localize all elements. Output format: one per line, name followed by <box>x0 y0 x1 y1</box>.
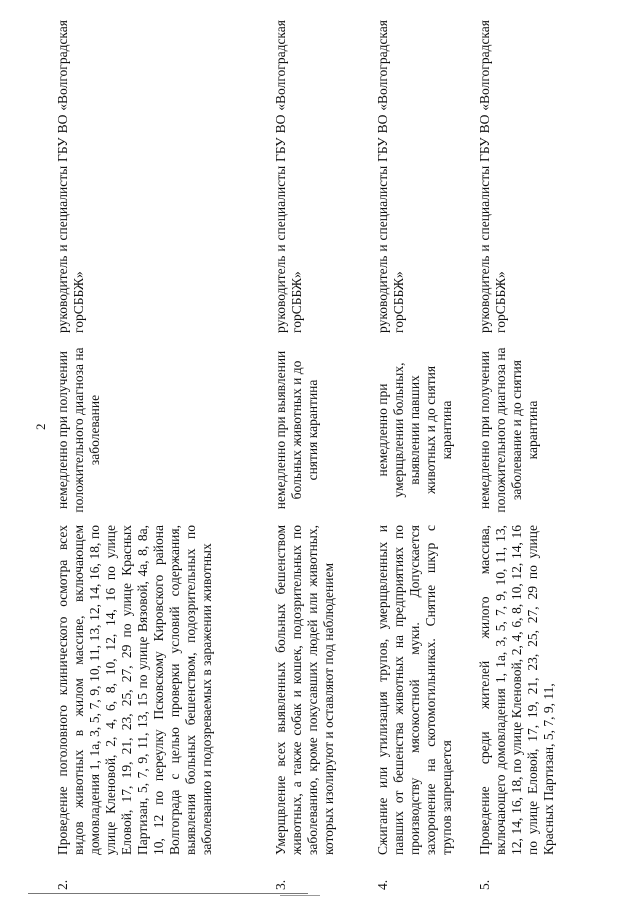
measure-description: Умерщвление всех выявленных больных бешенством животных, а также собак и кошек, подозрительных по заболеванию, кроме покусавших людей или животных, которых изолируют и оставляют под наблюдением <box>273 525 336 855</box>
table-row <box>273 20 337 900</box>
table-row <box>375 20 455 900</box>
measure-deadline: немедленно при получении положительного диагноза на заболевание и до снятия карантина <box>477 347 540 513</box>
measure-description: Сжигание или утилизация трупов, умерщвленных и павших от бешенства животных на предприятиях по производству мясокостной муки. Допускается захоронение на скотомогильниках. Снятие шкур с трупов запрещается <box>375 525 454 855</box>
measure-deadline: немедленно при умерщвлении больных, выявлении павших животных и до снятия карантина <box>375 362 454 498</box>
measures-table <box>55 20 640 900</box>
table-row <box>477 20 557 900</box>
table-row <box>55 20 215 900</box>
measure-deadline: немедленно при получении положительного диагноза на заболевание <box>55 347 102 513</box>
measure-responsible: руководитель и специалисты ГБУ ВО «Волгоградская горСББЖ» <box>273 20 304 333</box>
row-number: 4. <box>375 879 390 890</box>
page-number: 2 <box>33 423 48 430</box>
measure-responsible: руководитель и специалисты ГБУ ВО «Волгоградская горСББЖ» <box>55 20 86 333</box>
row-number: 2. <box>55 879 70 890</box>
row-number: 3. <box>273 879 288 890</box>
page-edge-line <box>280 895 320 896</box>
measure-responsible: руководитель и специалисты ГБУ ВО «Волгоградская горСББЖ» <box>375 20 406 333</box>
measure-deadline: немедленно при выявлении больных животных и до снятия карантина <box>273 350 320 510</box>
measure-description: Проведение среди жителей жилого массива, включающего домовладения 1, 1а, 3, 5, 7, 9, 10, 11, 13, 12, 14, 16, 18, по улице Кленовой, 2, 4, 6, 8, 10, 12, 14, 16 по улице Еловой, 17, 19, 21, 23, 25, 27, 29 по улице Красных Партизан, 5, 7, 9, 11, <box>477 525 556 855</box>
row-number: 5. <box>477 879 492 890</box>
page-edge-line <box>28 893 308 894</box>
measure-responsible: руководитель и специалисты ГБУ ВО «Волгоградская горСББЖ» <box>477 20 508 333</box>
measure-description: Проведение поголовного клинического осмотра всех видов животных в жилом массиве, включающем домовладения 1, 1а, 3, 5, 7, 9, 10, 11, 13, 12, 14, 16, 18, по улице Кленовой, 2, 4, 6, 8, 10, 12, 14, 16 по улице Еловой, 17, 19, 21, 23, 25, 27, 29 по улице Красных Партизан, 5, 7, 9, 11, 13, 15 по улице Вязовой, 4а, 8, 8а, 10, 12 по переулку Псковскому Кировского района Волгограда с целью проверки условий содержания, выявления больных бешенством, подозрительных по заболеванию и подозреваемых в заражении животных <box>55 525 214 855</box>
